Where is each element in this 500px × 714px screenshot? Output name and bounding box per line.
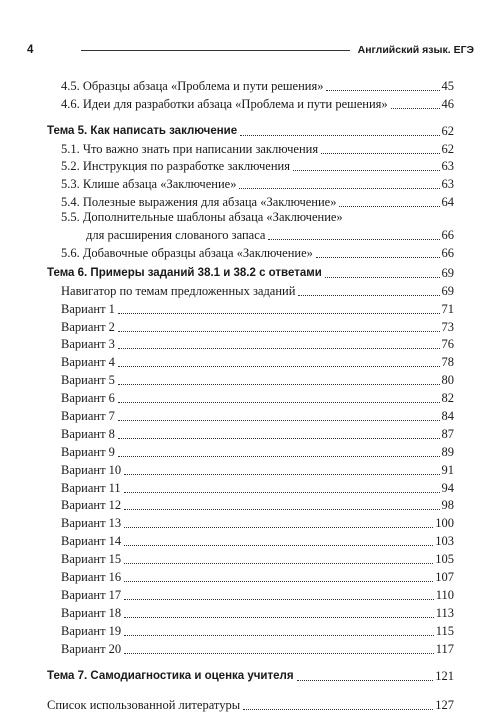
toc-entry-page: 76 xyxy=(442,336,455,353)
toc-entry-title: для расширения слованого запаса xyxy=(86,227,265,244)
toc-entry-variant xyxy=(47,550,454,568)
dot-leader xyxy=(118,456,440,457)
toc-entry-variant xyxy=(47,318,454,336)
toc-entry-title: Вариант 16 xyxy=(61,569,121,586)
dot-leader xyxy=(124,599,434,600)
dot-leader xyxy=(297,680,434,681)
toc-entry-variant xyxy=(47,514,454,532)
toc-entry-variant xyxy=(47,604,454,622)
toc-entry-title: 4.5. Образцы абзаца «Проблема и пути решения» xyxy=(61,78,323,95)
toc-entry-page: 98 xyxy=(442,497,455,514)
toc-entry-title: 5.2. Инструкция по разработке заключения xyxy=(61,158,290,175)
toc-chapter-title: Тема 7. Самодиагностика и оценка учителя xyxy=(47,668,294,685)
toc-entry-variant xyxy=(47,389,454,407)
dot-leader xyxy=(124,563,433,564)
toc-entry-title: Навигатор по темам предложенных заданий xyxy=(61,283,295,300)
toc-entry-page: 100 xyxy=(435,515,454,532)
toc-entry xyxy=(47,244,454,262)
toc-entry-title: Список использованной литературы xyxy=(47,697,240,714)
toc-chapter xyxy=(47,667,454,685)
toc-entry-title: Вариант 18 xyxy=(61,605,121,622)
toc-entry xyxy=(47,175,454,193)
page-number: 4 xyxy=(27,44,33,56)
dot-leader xyxy=(118,438,440,439)
toc-entry-page: 63 xyxy=(442,176,455,193)
toc-entry-variant xyxy=(47,586,454,604)
toc-entry-title: Вариант 1 xyxy=(61,301,115,318)
dot-leader xyxy=(321,153,439,154)
dot-leader xyxy=(118,348,440,349)
toc-entry-title: 5.4. Полезные выражения для абзаца «Заключение» xyxy=(61,194,336,211)
toc-entry-page: 73 xyxy=(442,319,455,336)
toc-entry-page: 66 xyxy=(442,245,455,262)
dot-leader xyxy=(326,90,439,91)
toc-entry-page: 80 xyxy=(442,372,455,389)
toc-entry-title: Вариант 7 xyxy=(61,408,115,425)
dot-leader xyxy=(325,277,440,278)
toc-entry-variant xyxy=(47,407,454,425)
dot-leader xyxy=(124,474,439,475)
book-title: Английский язык. ЕГЭ xyxy=(358,44,474,56)
dot-leader xyxy=(118,402,440,403)
toc-entry-page: 69 xyxy=(442,283,455,300)
page-header xyxy=(27,43,474,57)
toc-entry-page: 64 xyxy=(442,194,455,211)
toc-entry-page: 62 xyxy=(442,123,455,140)
toc-entry-title: 5.3. Клише абзаца «Заключение» xyxy=(61,176,236,193)
toc-entry-page: 69 xyxy=(442,265,455,282)
toc-entry-title: Вариант 20 xyxy=(61,641,121,658)
toc-entry-page: 115 xyxy=(436,623,454,640)
dot-leader xyxy=(124,509,439,510)
toc-entry-title: 5.1. Что важно знать при написании заключения xyxy=(61,141,318,158)
toc-entry xyxy=(47,77,454,95)
toc-entry-page: 91 xyxy=(442,462,455,479)
toc-entry-page: 78 xyxy=(442,354,455,371)
toc-entry-page: 105 xyxy=(435,551,454,568)
toc-entry-title: 5.6. Добавочные образцы абзаца «Заключение» xyxy=(61,245,313,262)
toc-entry-page: 127 xyxy=(435,697,454,714)
dot-leader xyxy=(391,108,440,109)
toc-entry-title: Вариант 17 xyxy=(61,587,121,604)
toc-chapter xyxy=(47,122,454,140)
toc-entry-variant xyxy=(47,443,454,461)
table-of-contents xyxy=(47,77,454,714)
toc-entry-title: Вариант 3 xyxy=(61,336,115,353)
toc-entry-page: 110 xyxy=(436,587,454,604)
toc-entry-page: 62 xyxy=(442,141,455,158)
dot-leader xyxy=(124,492,440,493)
toc-entry-page: 121 xyxy=(435,668,454,685)
toc-entry-variant xyxy=(47,479,454,497)
toc-entry xyxy=(47,140,454,158)
toc-entry-title: Вариант 9 xyxy=(61,444,115,461)
toc-entry-title: Вариант 14 xyxy=(61,533,121,550)
toc-entry-title: Вариант 10 xyxy=(61,462,121,479)
toc-entry-title: Вариант 4 xyxy=(61,354,115,371)
toc-entry-title: Вариант 15 xyxy=(61,551,121,568)
toc-entry-variant xyxy=(47,568,454,586)
toc-entry-title: Вариант 2 xyxy=(61,319,115,336)
toc-entry-variant xyxy=(47,425,454,443)
dot-leader xyxy=(339,206,439,207)
toc-entry-variant xyxy=(47,353,454,371)
toc-entry-page: 117 xyxy=(436,641,454,658)
dot-leader xyxy=(240,135,439,136)
toc-entry xyxy=(47,697,454,714)
toc-chapter xyxy=(47,264,454,282)
toc-entry-title: Вариант 8 xyxy=(61,426,115,443)
dot-leader xyxy=(124,545,433,546)
toc-entry-variant xyxy=(47,622,454,640)
toc-chapter-title: Тема 6. Примеры заданий 38.1 и 38.2 с ответами xyxy=(47,265,322,282)
toc-entry-variant xyxy=(47,300,454,318)
dot-leader xyxy=(243,709,433,710)
toc-entry-page: 103 xyxy=(435,533,454,550)
toc-chapter-title: Тема 5. Как написать заключение xyxy=(47,123,237,140)
header-rule xyxy=(81,50,349,51)
dot-leader xyxy=(118,366,440,367)
toc-entry-continuation xyxy=(47,226,454,244)
dot-leader xyxy=(298,295,439,296)
toc-entry-variant xyxy=(47,461,454,479)
dot-leader xyxy=(124,635,434,636)
toc-entry-variant xyxy=(47,336,454,354)
dot-leader xyxy=(316,257,440,258)
toc-entry-title: Вариант 6 xyxy=(61,390,115,407)
toc-entry-title: Вариант 19 xyxy=(61,623,121,640)
toc-entry-variant xyxy=(47,532,454,550)
toc-entry-page: 66 xyxy=(442,227,455,244)
toc-entry-page: 87 xyxy=(442,426,455,443)
dot-leader xyxy=(239,188,439,189)
variant-list xyxy=(47,300,454,658)
toc-entry-title: Вариант 5 xyxy=(61,372,115,389)
dot-leader xyxy=(124,653,434,654)
toc-entry-page: 82 xyxy=(442,390,455,407)
dot-leader xyxy=(118,420,440,421)
toc-entry-title: Вариант 12 xyxy=(61,497,121,514)
toc-entry-page: 46 xyxy=(442,96,455,113)
dot-leader xyxy=(124,617,434,618)
toc-entry-title: 4.6. Идеи для разработки абзаца «Проблема и пути решения» xyxy=(61,96,388,113)
toc-entry-page: 113 xyxy=(436,605,454,622)
dot-leader xyxy=(124,527,433,528)
toc-entry-page: 107 xyxy=(435,569,454,586)
toc-entry xyxy=(47,282,454,300)
dot-leader xyxy=(118,384,440,385)
toc-entry-title: 5.5. Дополнительные шаблоны абзаца «Заключение» xyxy=(61,209,343,226)
dot-leader xyxy=(118,313,440,314)
toc-entry-title: Вариант 11 xyxy=(61,480,121,497)
dot-leader xyxy=(293,170,440,171)
toc-entry-variant xyxy=(47,640,454,658)
toc-entry xyxy=(47,211,454,226)
toc-entry-page: 89 xyxy=(442,444,455,461)
toc-entry-title: Вариант 13 xyxy=(61,515,121,532)
toc-entry-variant xyxy=(47,497,454,515)
dot-leader xyxy=(268,239,439,240)
dot-leader xyxy=(124,581,433,582)
dot-leader xyxy=(118,331,440,332)
toc-entry-page: 84 xyxy=(442,408,455,425)
toc-entry-page: 45 xyxy=(442,78,455,95)
toc-entry xyxy=(47,158,454,176)
toc-entry-page: 63 xyxy=(442,158,455,175)
toc-entry-page: 71 xyxy=(442,301,455,318)
toc-entry-variant xyxy=(47,371,454,389)
toc-entry-page: 94 xyxy=(442,480,455,497)
toc-entry xyxy=(47,95,454,113)
